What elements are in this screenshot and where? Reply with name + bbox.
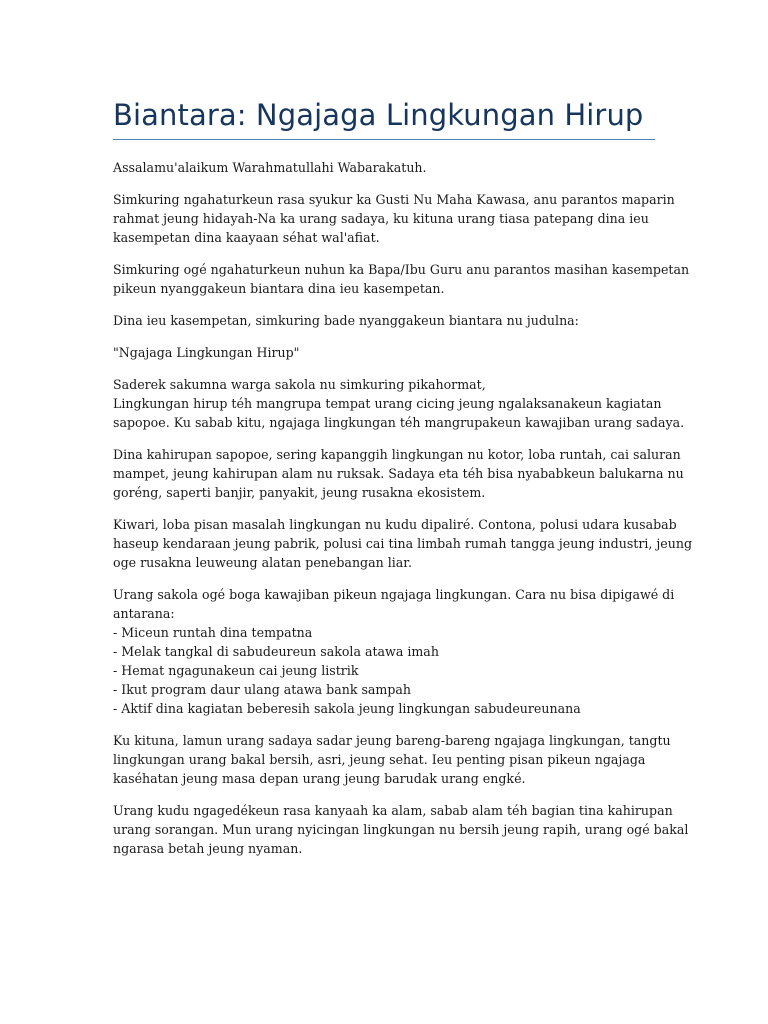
list-item: - Ikut program daur ulang atawa bank sampah [113,682,412,697]
text-line: Dina ieu kasempetan, simkuring bade nyanggakeun biantara nu judulna: [113,313,579,328]
paragraph-intro [113,311,656,330]
paragraph-problems [113,445,684,502]
paragraph-pollution [113,515,693,572]
document-body [113,158,693,858]
list-item: - Hemat ngagunakeun cai jeung listrik [113,663,359,678]
text-line: antarana: [113,606,175,621]
text-line: kasempetan dina kaayaan séhat wal'afiat. [113,230,380,245]
text-line: Dina kahirupan sapopoe, sering kapanggih lingkungan nu kotor, loba runtah, cai saluran [113,447,681,462]
paragraph-closing [113,801,689,858]
text-line: oge rusakna leuweung alatan penebangan liar. [113,555,412,570]
text-line: pikeun nyanggakeun biantara dina ieu kasempetan. [113,281,445,296]
text-line: urang sorangan. Mun urang nyicingan lingkungan nu bersih jeung rapih, urang ogé bakal [113,822,689,837]
paragraph-gratitude-teachers [113,260,690,298]
text-line: "Ngajaga Lingkungan Hirup" [113,345,300,360]
text-line: Lingkungan hirup téh mangrupa tempat urang cicing jeung ngalaksanakeun kagiatan [113,396,662,411]
text-line: Urang sakola ogé boga kawajiban pikeun ngajaga lingkungan. Cara nu bisa dipigawé di [113,587,675,602]
paragraph-speech-title [113,343,656,362]
text-line: Kiwari, loba pisan masalah lingkungan nu kudu dipaliré. Contona, polusi udara kusabab [113,517,677,532]
text-line: ngarasa betah jeung nyaman. [113,841,303,856]
text-line: Assalamu'alaikum Warahmatullahi Wabarakatuh. [113,160,427,175]
paragraph-conclusion [113,731,671,788]
paragraph-opening [113,375,685,432]
text-line: goréng, saperti banjir, panyakit, jeung rusakna ekosistem. [113,485,486,500]
text-line: Simkuring ogé ngahaturkeun nuhun ka Bapa/Ibu Guru anu parantos masihan kasempetan [113,262,690,277]
paragraph-actions-list [113,585,675,718]
list-item: - Melak tangkal di sabudeureun sakola atawa imah [113,644,439,659]
text-line: Urang kudu ngagedékeun rasa kanyaah ka alam, sabab alam téh bagian tina kahirupan [113,803,673,818]
text-line: Ku kituna, lamun urang sadaya sadar jeung bareng-bareng ngajaga lingkungan, tangtu [113,733,671,748]
text-line: haseup kendaraan jeung pabrik, polusi cai tina limbah rumah tangga jeung industri, jeung [113,536,693,551]
paragraph-gratitude-god [113,190,675,247]
text-line: rahmat jeung hidayah-Na ka urang sadaya, ku kituna urang tiasa patepang dina ieu [113,211,649,226]
text-line: sapopoe. Ku sabab kitu, ngajaga lingkungan téh mangrupakeun kawajiban urang sadaya. [113,415,685,430]
text-line: mampet, jeung kahirupan alam nu ruksak. Sadaya eta téh bisa nyababkeun balukarna nu [113,466,684,481]
title-underline [113,139,655,140]
document-page [113,0,693,871]
text-line: Saderek sakumna warga sakola nu simkuring pikahormat, [113,377,486,392]
document-title: Biantara: Ngajaga Lingkungan Hirup [113,98,644,132]
text-line: kaséhatan jeung masa depan urang jeung barudak urang engké. [113,771,526,786]
paragraph-greeting [113,158,656,177]
list-item: - Aktif dina kagiatan beberesih sakola jeung lingkungan sabudeureunana [113,701,581,716]
text-line: Simkuring ngahaturkeun rasa syukur ka Gusti Nu Maha Kawasa, anu parantos maparin [113,192,675,207]
text-line: lingkungan urang bakal bersih, asri, jeung sehat. Ieu penting pisan pikeun ngajaga [113,752,646,767]
list-item: - Miceun runtah dina tempatna [113,625,313,640]
